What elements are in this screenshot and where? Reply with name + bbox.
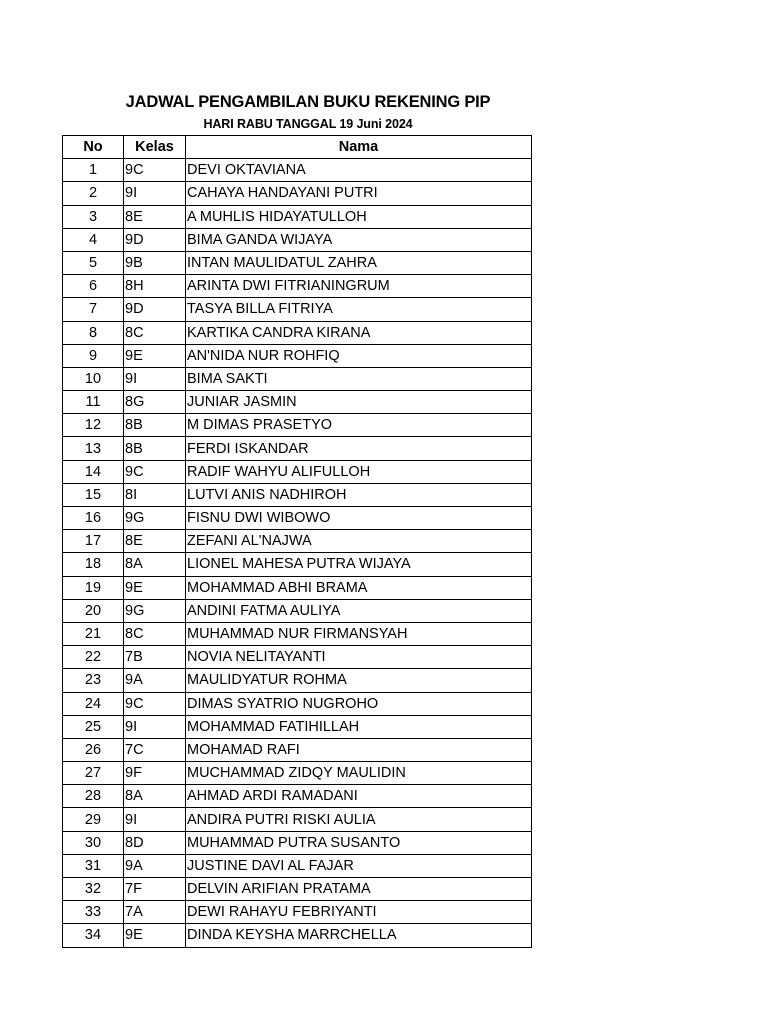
table-row [63,159,532,182]
cell-nama: AN'NIDA NUR ROHFIQ [186,344,532,367]
cell-no: 13 [63,437,124,460]
cell-nama: JUSTINE DAVI AL FAJAR [186,854,532,877]
table-row [63,738,532,761]
table-row [63,553,532,576]
cell-nama: JUNIAR JASMIN [186,391,532,414]
cell-nama: MOHAMMAD FATIHILLAH [186,715,532,738]
cell-no: 19 [63,576,124,599]
table-row [63,367,532,390]
cell-kelas: 9E [124,924,186,947]
table-row [63,599,532,622]
table-row [63,205,532,228]
cell-nama: MOHAMMAD ABHI BRAMA [186,576,532,599]
cell-nama: MUCHAMMAD ZIDQY MAULIDIN [186,762,532,785]
cell-kelas: 7B [124,646,186,669]
cell-no: 30 [63,831,124,854]
cell-kelas: 9D [124,228,186,251]
header-kelas: Kelas [124,136,186,159]
cell-nama: M DIMAS PRASETYO [186,414,532,437]
cell-nama: DEWI RAHAYU FEBRIYANTI [186,901,532,924]
table-row [63,228,532,251]
table-row [63,483,532,506]
cell-nama: KARTIKA CANDRA KIRANA [186,321,532,344]
cell-nama: DEVI OKTAVIANA [186,159,532,182]
table-row [63,669,532,692]
cell-kelas: 7F [124,878,186,901]
table-row [63,576,532,599]
cell-nama: A MUHLIS HIDAYATULLOH [186,205,532,228]
table-row [63,622,532,645]
cell-no: 7 [63,298,124,321]
table-row [63,460,532,483]
cell-nama: ANDINI FATMA AULIYA [186,599,532,622]
table-row [63,507,532,530]
cell-kelas: 9I [124,715,186,738]
cell-kelas: 9F [124,762,186,785]
cell-no: 6 [63,275,124,298]
cell-no: 3 [63,205,124,228]
cell-nama: DELVIN ARIFIAN PRATAMA [186,878,532,901]
table-row [63,901,532,924]
table-row [63,251,532,274]
cell-nama: NOVIA NELITAYANTI [186,646,532,669]
cell-kelas: 8A [124,553,186,576]
cell-kelas: 8G [124,391,186,414]
cell-nama: BIMA GANDA WIJAYA [186,228,532,251]
cell-nama: RADIF WAHYU ALIFULLOH [186,460,532,483]
cell-no: 29 [63,808,124,831]
cell-kelas: 7C [124,738,186,761]
cell-kelas: 8B [124,414,186,437]
cell-kelas: 9G [124,507,186,530]
cell-nama: MUHAMMAD NUR FIRMANSYAH [186,622,532,645]
cell-no: 18 [63,553,124,576]
cell-kelas: 9C [124,159,186,182]
cell-kelas: 9B [124,251,186,274]
table-row [63,414,532,437]
cell-kelas: 8B [124,437,186,460]
cell-no: 22 [63,646,124,669]
table-header [63,136,532,159]
cell-no: 20 [63,599,124,622]
cell-kelas: 9I [124,808,186,831]
table-row [63,298,532,321]
document-title: JADWAL PENGAMBILAN BUKU REKENING PIP [125,93,491,111]
table-row [63,692,532,715]
header-row [63,136,532,159]
table-row [63,646,532,669]
cell-kelas: 9A [124,669,186,692]
cell-no: 5 [63,251,124,274]
cell-no: 2 [63,182,124,205]
cell-nama: BIMA SAKTI [186,367,532,390]
cell-no: 26 [63,738,124,761]
cell-nama: LIONEL MAHESA PUTRA WIJAYA [186,553,532,576]
cell-nama: ANDIRA PUTRI RISKI AULIA [186,808,532,831]
cell-nama: CAHAYA HANDAYANI PUTRI [186,182,532,205]
table-row [63,275,532,298]
cell-no: 24 [63,692,124,715]
cell-no: 31 [63,854,124,877]
cell-kelas: 8A [124,785,186,808]
cell-no: 12 [63,414,124,437]
cell-no: 16 [63,507,124,530]
cell-nama: ZEFANI AL'NAJWA [186,530,532,553]
document-subtitle: HARI RABU TANGGAL 19 Juni 2024 [203,117,413,131]
cell-nama: MAULIDYATUR ROHMA [186,669,532,692]
cell-no: 21 [63,622,124,645]
table-row [63,321,532,344]
table-row [63,715,532,738]
cell-no: 34 [63,924,124,947]
header-no: No [63,136,124,159]
cell-kelas: 9E [124,576,186,599]
cell-no: 32 [63,878,124,901]
table-row [63,762,532,785]
cell-no: 11 [63,391,124,414]
cell-no: 15 [63,483,124,506]
cell-nama: FERDI ISKANDAR [186,437,532,460]
cell-no: 23 [63,669,124,692]
cell-nama: LUTVI ANIS NADHIROH [186,483,532,506]
cell-no: 9 [63,344,124,367]
table-row [63,808,532,831]
cell-kelas: 8C [124,321,186,344]
cell-nama: DINDA KEYSHA MARRCHELLA [186,924,532,947]
table-row [63,785,532,808]
cell-kelas: 9I [124,367,186,390]
table-body [63,159,532,947]
cell-no: 25 [63,715,124,738]
cell-no: 4 [63,228,124,251]
cell-kelas: 9A [124,854,186,877]
table-row [63,344,532,367]
cell-kelas: 8E [124,530,186,553]
cell-kelas: 9D [124,298,186,321]
cell-kelas: 8C [124,622,186,645]
table-row [63,437,532,460]
cell-nama: MOHAMAD RAFI [186,738,532,761]
cell-no: 28 [63,785,124,808]
cell-kelas: 9I [124,182,186,205]
cell-kelas: 8E [124,205,186,228]
cell-nama: DIMAS SYATRIO NUGROHO [186,692,532,715]
cell-kelas: 7A [124,901,186,924]
cell-kelas: 9G [124,599,186,622]
table-row [63,182,532,205]
cell-no: 27 [63,762,124,785]
cell-no: 14 [63,460,124,483]
cell-nama: ARINTA DWI FITRIANINGRUM [186,275,532,298]
schedule-table [62,135,532,948]
table-row [63,878,532,901]
cell-nama: TASYA BILLA FITRIYA [186,298,532,321]
header-nama: Nama [186,136,532,159]
cell-no: 17 [63,530,124,553]
cell-kelas: 8D [124,831,186,854]
cell-kelas: 8H [124,275,186,298]
table-row [63,831,532,854]
cell-no: 33 [63,901,124,924]
cell-nama: INTAN MAULIDATUL ZAHRA [186,251,532,274]
table-row [63,924,532,947]
cell-no: 1 [63,159,124,182]
cell-kelas: 9C [124,692,186,715]
cell-kelas: 9C [124,460,186,483]
cell-kelas: 8I [124,483,186,506]
cell-nama: MUHAMMAD PUTRA SUSANTO [186,831,532,854]
table-row [63,854,532,877]
cell-no: 10 [63,367,124,390]
cell-nama: AHMAD ARDI RAMADANI [186,785,532,808]
cell-nama: FISNU DWI WIBOWO [186,507,532,530]
cell-kelas: 9E [124,344,186,367]
cell-no: 8 [63,321,124,344]
table-row [63,391,532,414]
table-row [63,530,532,553]
